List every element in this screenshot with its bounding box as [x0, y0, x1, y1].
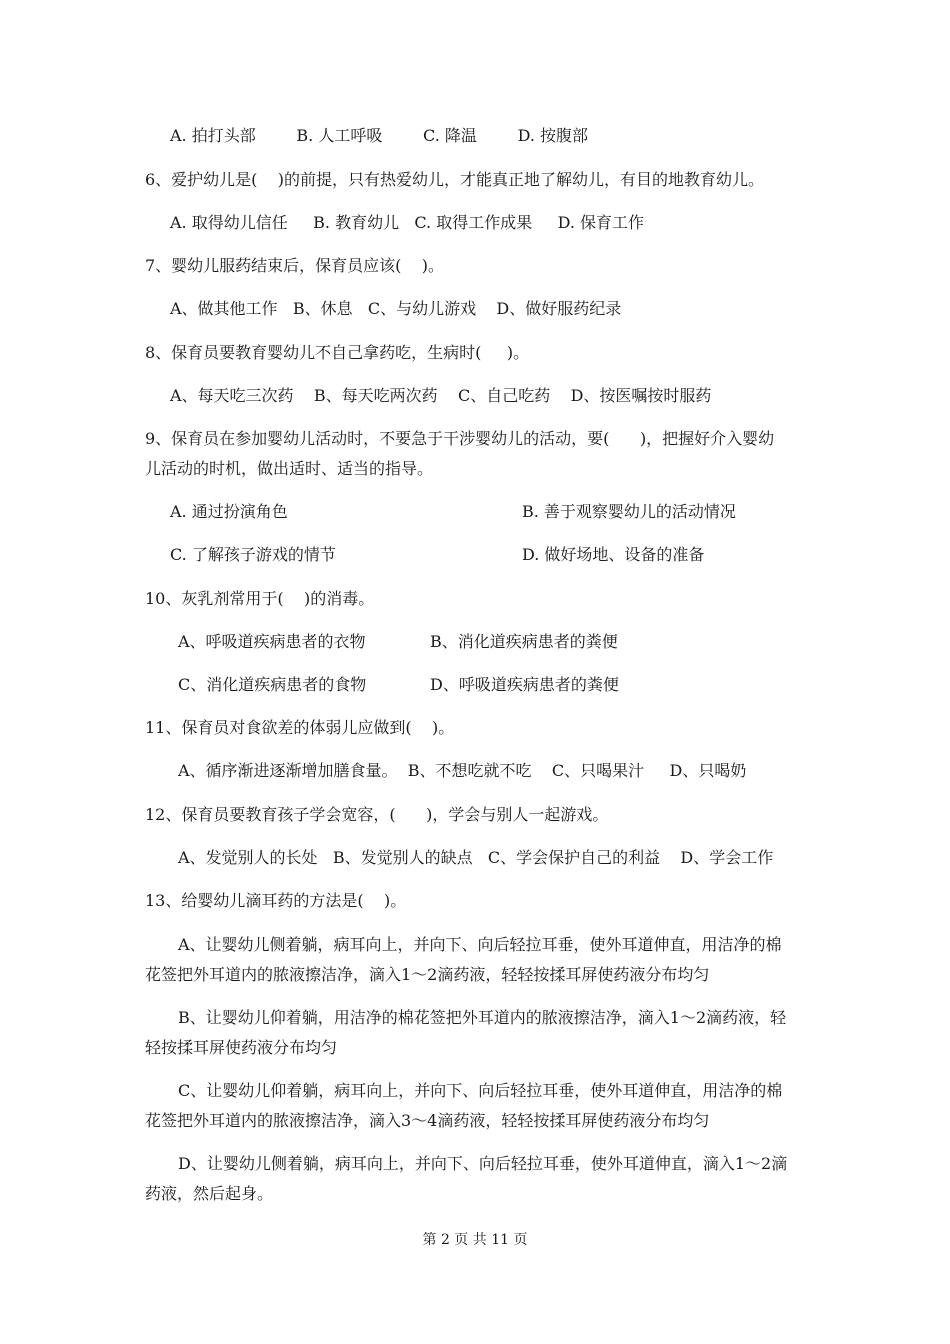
q6-options: A. 取得幼儿信任 B. 教育幼儿 C. 取得工作成果 D. 保育工作	[170, 213, 645, 232]
q13-option-b-line-2: 轻按揉耳屏使药液分布均匀	[145, 1038, 338, 1057]
q7-options: A、做其他工作 B、休息 C、与幼儿游戏 D、做好服药纪录	[170, 299, 622, 318]
q13-option-c-line-2: 花签把外耳道内的脓液擦洁净，滴入3～4滴药液，轻轻按揉耳屏使药液分布均匀	[145, 1111, 710, 1130]
q11-options: A、循序渐进逐渐增加膳食量。 B、不想吃就不吃 C、只喝果汁 D、只喝奶	[178, 761, 747, 780]
q13-option-a-line-1: A、让婴幼儿侧着躺，病耳向上，并向下、向后轻拉耳垂，使外耳道伸直，用洁净的棉	[178, 935, 782, 954]
q10-option-d: D、呼吸道疾病患者的粪便	[430, 675, 619, 694]
q13-question: 13、给婴幼儿滴耳药的方法是( )。	[145, 891, 407, 910]
q13-option-b-line-1: B、让婴幼儿仰着躺，用洁净的棉花签把外耳道内的脓液擦洁净，滴入1～2滴药液，轻	[178, 1008, 787, 1027]
q13-option-c-line-1: C、让婴幼儿仰着躺，病耳向上，并向下、向后轻拉耳垂，使外耳道伸直，用洁净的棉	[178, 1081, 783, 1100]
q13-option-d-line-1: D、让婴幼儿侧着躺，病耳向上，并向下、向后轻拉耳垂，使外耳道伸直，滴入1～2滴	[178, 1154, 788, 1173]
q10-question: 10、灰乳剂常用于( )的消毒。	[145, 589, 375, 608]
q10-option-b: B、消化道疾病患者的粪便	[430, 632, 618, 651]
q6-question: 6、爱护幼儿是( )的前提，只有热爱幼儿，才能真正地了解幼儿，有目的地教育幼儿。	[145, 170, 765, 189]
q10-option-c: C、消化道疾病患者的食物	[178, 675, 367, 694]
q12-options: A、发觉别人的长处 B、发觉别人的缺点 C、学会保护自己的利益 D、学会工作	[178, 848, 774, 867]
q7-question: 7、婴幼儿服药结束后，保育员应该( )。	[145, 256, 445, 275]
q9-question-line-1: 9、保育员在参加婴幼儿活动时，不要急于干涉婴幼儿的活动，要( )，把握好介入婴幼	[145, 429, 775, 448]
q9-question-line-2: 儿活动的时机，做出适时、适当的指导。	[145, 459, 434, 478]
page-footer: 第 2 页 共 11 页	[422, 1232, 528, 1248]
q9-option-c: C. 了解孩子游戏的情节	[170, 545, 336, 564]
q12-question: 12、保育员要教育孩子学会宽容，( )，学会与别人一起游戏。	[145, 805, 609, 824]
q8-question: 8、保育员要教育婴幼儿不自己拿药吃，生病时( )。	[145, 343, 530, 362]
q8-options: A、每天吃三次药 B、每天吃两次药 C、自己吃药 D、按医嘱按时服药	[170, 386, 712, 405]
q13-option-a-line-2: 花签把外耳道内的脓液擦洁净，滴入1～2滴药液，轻轻按揉耳屏使药液分布均匀	[145, 965, 710, 984]
q9-option-b: B. 善于观察婴幼儿的活动情况	[522, 502, 736, 521]
q13-option-d-line-2: 药液，然后起身。	[145, 1184, 274, 1203]
q5-options: A. 拍打头部 B. 人工呼吸 C. 降温 D. 按腹部	[170, 126, 588, 145]
q9-option-a: A. 通过扮演角色	[170, 502, 288, 521]
q11-question: 11、保育员对食欲差的体弱儿应做到( )。	[145, 718, 455, 737]
q10-option-a: A、呼吸道疾病患者的衣物	[178, 632, 366, 651]
q9-option-d: D. 做好场地、设备的准备	[522, 545, 705, 564]
